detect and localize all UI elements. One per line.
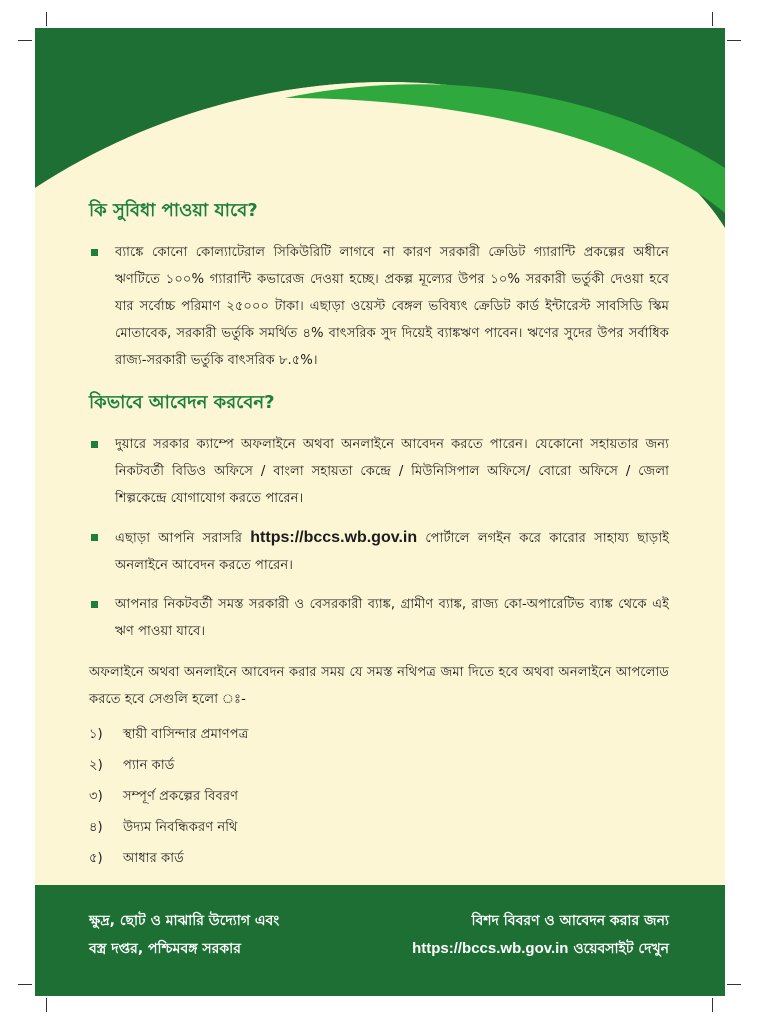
apply-text: আপনার নিকটবর্তী সমস্ত সরকারী ও বেসরকারী ব্যাঙ্ক, গ্রামীণ ব্যাঙ্ক, রাজ্য কো-অপারেটিভ ব্যাঙ্ক থেকে এই ঋণ পাওয়া যাবে। bbox=[115, 597, 669, 639]
list-item bbox=[89, 719, 669, 750]
crop-mark bbox=[727, 984, 741, 985]
benefits-list bbox=[89, 239, 669, 374]
item-number: ২) bbox=[89, 758, 103, 773]
list-item bbox=[89, 750, 669, 781]
document-name: প্যান কার্ড bbox=[123, 758, 175, 773]
crop-mark bbox=[46, 12, 47, 26]
apply-list bbox=[89, 431, 669, 645]
crop-mark bbox=[18, 984, 32, 985]
document-name: আধার কার্ড bbox=[123, 851, 184, 866]
apply-text-before: এছাড়া আপনি সরাসরি bbox=[115, 531, 251, 546]
square-bullet-icon bbox=[91, 534, 98, 541]
content-area bbox=[89, 196, 669, 874]
portal-link[interactable]: https://bccs.wb.gov.in bbox=[250, 529, 418, 546]
crop-mark bbox=[712, 12, 713, 26]
crop-mark bbox=[712, 998, 713, 1012]
item-number: ৪) bbox=[89, 820, 103, 835]
website-suffix: ওয়েবসাইট দেখুন bbox=[568, 941, 669, 957]
document-name: উদ্যম নিবন্ধিকরণ নথি bbox=[123, 820, 238, 835]
square-bullet-icon bbox=[91, 601, 98, 608]
crop-mark bbox=[727, 40, 741, 41]
document-name: স্থায়ী বাসিন্দার প্রমাণপত্র bbox=[123, 727, 249, 742]
list-item bbox=[89, 239, 669, 374]
website-info bbox=[412, 907, 669, 963]
department-line-1: ক্ষুদ্র, ছোট ও মাঝারি উদ্যোগ এবং bbox=[89, 913, 280, 929]
list-item bbox=[89, 591, 669, 645]
list-item bbox=[89, 431, 669, 512]
details-line: বিশদ বিবরণ ও আবেদন করার জন্য bbox=[471, 913, 669, 929]
square-bullet-icon bbox=[91, 441, 98, 448]
department-name bbox=[89, 907, 279, 963]
leaflet-page bbox=[35, 28, 725, 996]
how-to-apply-heading: কিভাবে আবেদন করবেন? bbox=[89, 392, 275, 413]
documents-intro: অফলাইনে অথবা অনলাইনে আবেদন করার সময় যে সমস্ত নথিপত্র জমা দিতে হবে অথবা অনলাইনে আপলোড করতে হবে সেগুলি হলো ঃ- bbox=[89, 665, 669, 707]
apply-text: দুয়ারে সরকার ক্যাম্পে অফলাইনে অথবা অনলাইনে আবেদন করতে পারেন। যেকোনো সহায়তার জন্য নিকটবর্তী বিডিও অফিসে / বাংলা সহায়তা কেন্দ্রে / মিউনিসিপাল অফিসে/ বোরো অফিসে / জেলা শিল্পকেন্দ্রে যোগাযোগ করতে পারেন। bbox=[115, 437, 669, 506]
list-item bbox=[89, 843, 669, 874]
benefits-heading: কি সুবিধা পাওয়া যাবে? bbox=[89, 200, 258, 221]
website-link[interactable]: https://bccs.wb.gov.in bbox=[412, 940, 569, 957]
crop-mark bbox=[18, 40, 32, 41]
list-item bbox=[89, 812, 669, 843]
crop-mark bbox=[46, 998, 47, 1012]
list-item bbox=[89, 781, 669, 812]
square-bullet-icon bbox=[91, 249, 98, 256]
item-number: ১) bbox=[89, 727, 103, 742]
benefit-text: ব্যাঙ্কে কোনো কোল্যাটেরাল সিকিউরিটি লাগবে না কারণ সরকারী ক্রেডিট গ্যারান্টি প্রকল্পের অধীনে ঋণটিতে ১০০% গ্যারান্টি কভারেজ দেওয়া হচ্ছে। প্রকল্প মূল্যের উপর ১০% সরকারী ভর্তুকী দেওয়া হবে যার সর্বোচ্চ পরিমাণ ২৫০০০ টাকা। এছাড়া ওয়েস্ট বেঙ্গল ভবিষ্যৎ ক্রেডিট কার্ড ইন্টারেস্ট সাবসিডি স্কিম মোতাবেক, সরকারী ভর্তুকি সমর্থিত ৪% বাৎসরিক সুদ দিয়েই ব্যাঙ্কঋণ পাবেন। ঋণের সুদের উপর সর্বাধিক রাজ্য-সরকারী ভর্তুকি বাৎসরিক ৮.৫%। bbox=[115, 245, 669, 368]
document-name: সম্পূর্ণ প্রকল্পের বিবরণ bbox=[123, 789, 239, 804]
item-number: ৫) bbox=[89, 851, 103, 866]
item-number: ৩) bbox=[89, 789, 103, 804]
apply-text-after: পোর্টালে লগইন করে কারোর সাহায্য ছাড়াই অনলাইনে আবেদন করতে পারেন। bbox=[115, 531, 670, 573]
department-line-2: বস্ত্র দপ্তর, পশ্চিমবঙ্গ সরকার bbox=[89, 941, 241, 957]
website-line bbox=[412, 935, 669, 963]
footer-bar bbox=[35, 885, 725, 996]
list-item bbox=[89, 524, 669, 579]
documents-list bbox=[89, 719, 669, 874]
